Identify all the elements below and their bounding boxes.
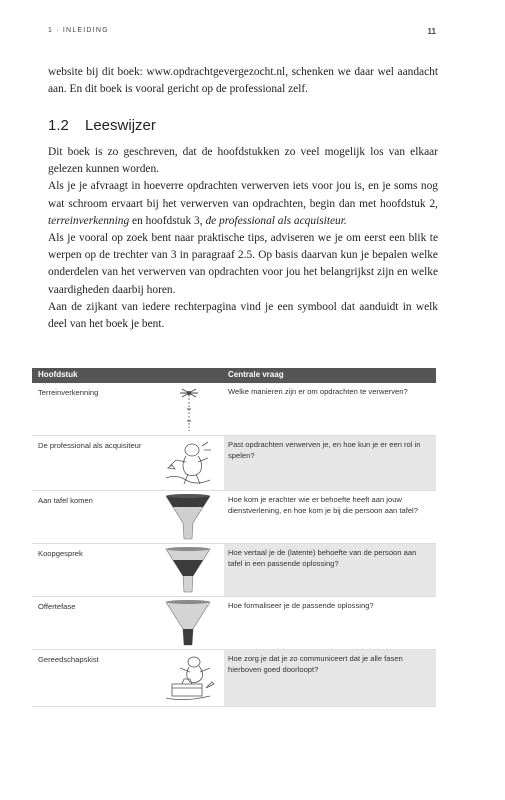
- row-chapter: Offertefase: [38, 602, 76, 611]
- funnel-bottom-icon: [156, 599, 220, 649]
- row-question: Welke manieren zijn er om opdrachten te verwerven?: [228, 387, 408, 396]
- row-question: Hoe vertaal je de (latente) behoefte van de persoon aan tafel in een passende oplossing?: [224, 544, 436, 596]
- table-row: [32, 383, 436, 436]
- row-question: Hoe kom je erachter wie er behoefte heeft aan jouw dienstverlening, en hoe kom je bij die persoon aan tafel?: [228, 495, 418, 515]
- row-chapter: De professional als acquisiteur: [38, 441, 142, 450]
- page-number: 11: [427, 27, 436, 36]
- column-header-question: Centrale vraag: [228, 370, 284, 379]
- table-row: [32, 650, 436, 707]
- row-question: Hoe zorg je dat je zo communiceert dat je alle fasen hierboven goed doorloopt?: [224, 650, 436, 706]
- windmill-icon: [156, 385, 220, 435]
- chapter-ref-professional: de professional als acquisiteur.: [205, 214, 347, 227]
- toolbox-sketch-icon: [156, 652, 220, 706]
- section-heading: [48, 117, 156, 134]
- paragraph-2: [48, 178, 438, 230]
- section-title: Leeswijzer: [85, 117, 156, 134]
- paragraph-4: Aan de zijkant van iedere rechterpagina vind je een symbool dat aanduidt in welk deel van het boek je bent.: [48, 300, 438, 331]
- paragraph-1: Dit boek is zo geschreven, dat de hoofdstukken zo veel mogelijk los van elkaar gelezen kunnen worden.: [48, 146, 438, 176]
- main-text: [48, 144, 438, 333]
- intro-paragraph: [48, 64, 438, 98]
- table-header: [32, 368, 436, 383]
- paragraph-2-text-a: Als je je afvraagt in hoeverre opdrachten verwerven iets voor jou is, en je soms nog wat schroom ervaart bij het verwerven van opdrachten, begin dan met hoofdstuk 2,: [48, 180, 438, 210]
- table-row: [32, 491, 436, 544]
- row-question: Hoe formaliseer je de passende oplossing?: [228, 601, 374, 610]
- row-chapter: Gereedschapskist: [38, 655, 99, 664]
- column-header-chapter: Hoofdstuk: [38, 370, 78, 379]
- running-header: [48, 27, 436, 39]
- intro-text: website bij dit boek: www.opdrachtgevergezocht.nl, schenken we daar wel aandacht aan. En dit boek is vooral gericht op de professional zelf.: [48, 66, 438, 96]
- professional-sketch-icon: [156, 438, 220, 490]
- table-row: [32, 544, 436, 597]
- row-question: Past opdrachten verwerven je, en hoe kun je er een rol in spelen?: [224, 436, 436, 490]
- paragraph-3: Als je vooral op zoek bent naar praktische tips, adviseren we je om eerst een blik te werpen op de trechter van 3 in paragraaf 2.5. Op basis daarvan kun je bepalen welke onderdelen van het verwerven van opdrachten voor jou het belangrijkst zijn en welke vaardigheden daarbij horen.: [48, 232, 438, 296]
- paragraph-2-text-b: en hoofdstuk 3,: [129, 214, 206, 227]
- section-number: 1.2: [48, 117, 69, 134]
- chapter-running-title: 1 · INLEIDING: [48, 27, 109, 34]
- reading-guide-table: [32, 368, 436, 707]
- chapter-ref-terreinverkenning: terreinverkenning: [48, 214, 130, 227]
- funnel-top-icon: [156, 493, 220, 543]
- row-chapter: Aan tafel komen: [38, 496, 93, 505]
- table-row: [32, 597, 436, 650]
- row-chapter: Terreinverkenning: [38, 388, 99, 397]
- row-chapter: Koopgesprek: [38, 549, 83, 558]
- table-row: [32, 436, 436, 491]
- funnel-middle-icon: [156, 546, 220, 596]
